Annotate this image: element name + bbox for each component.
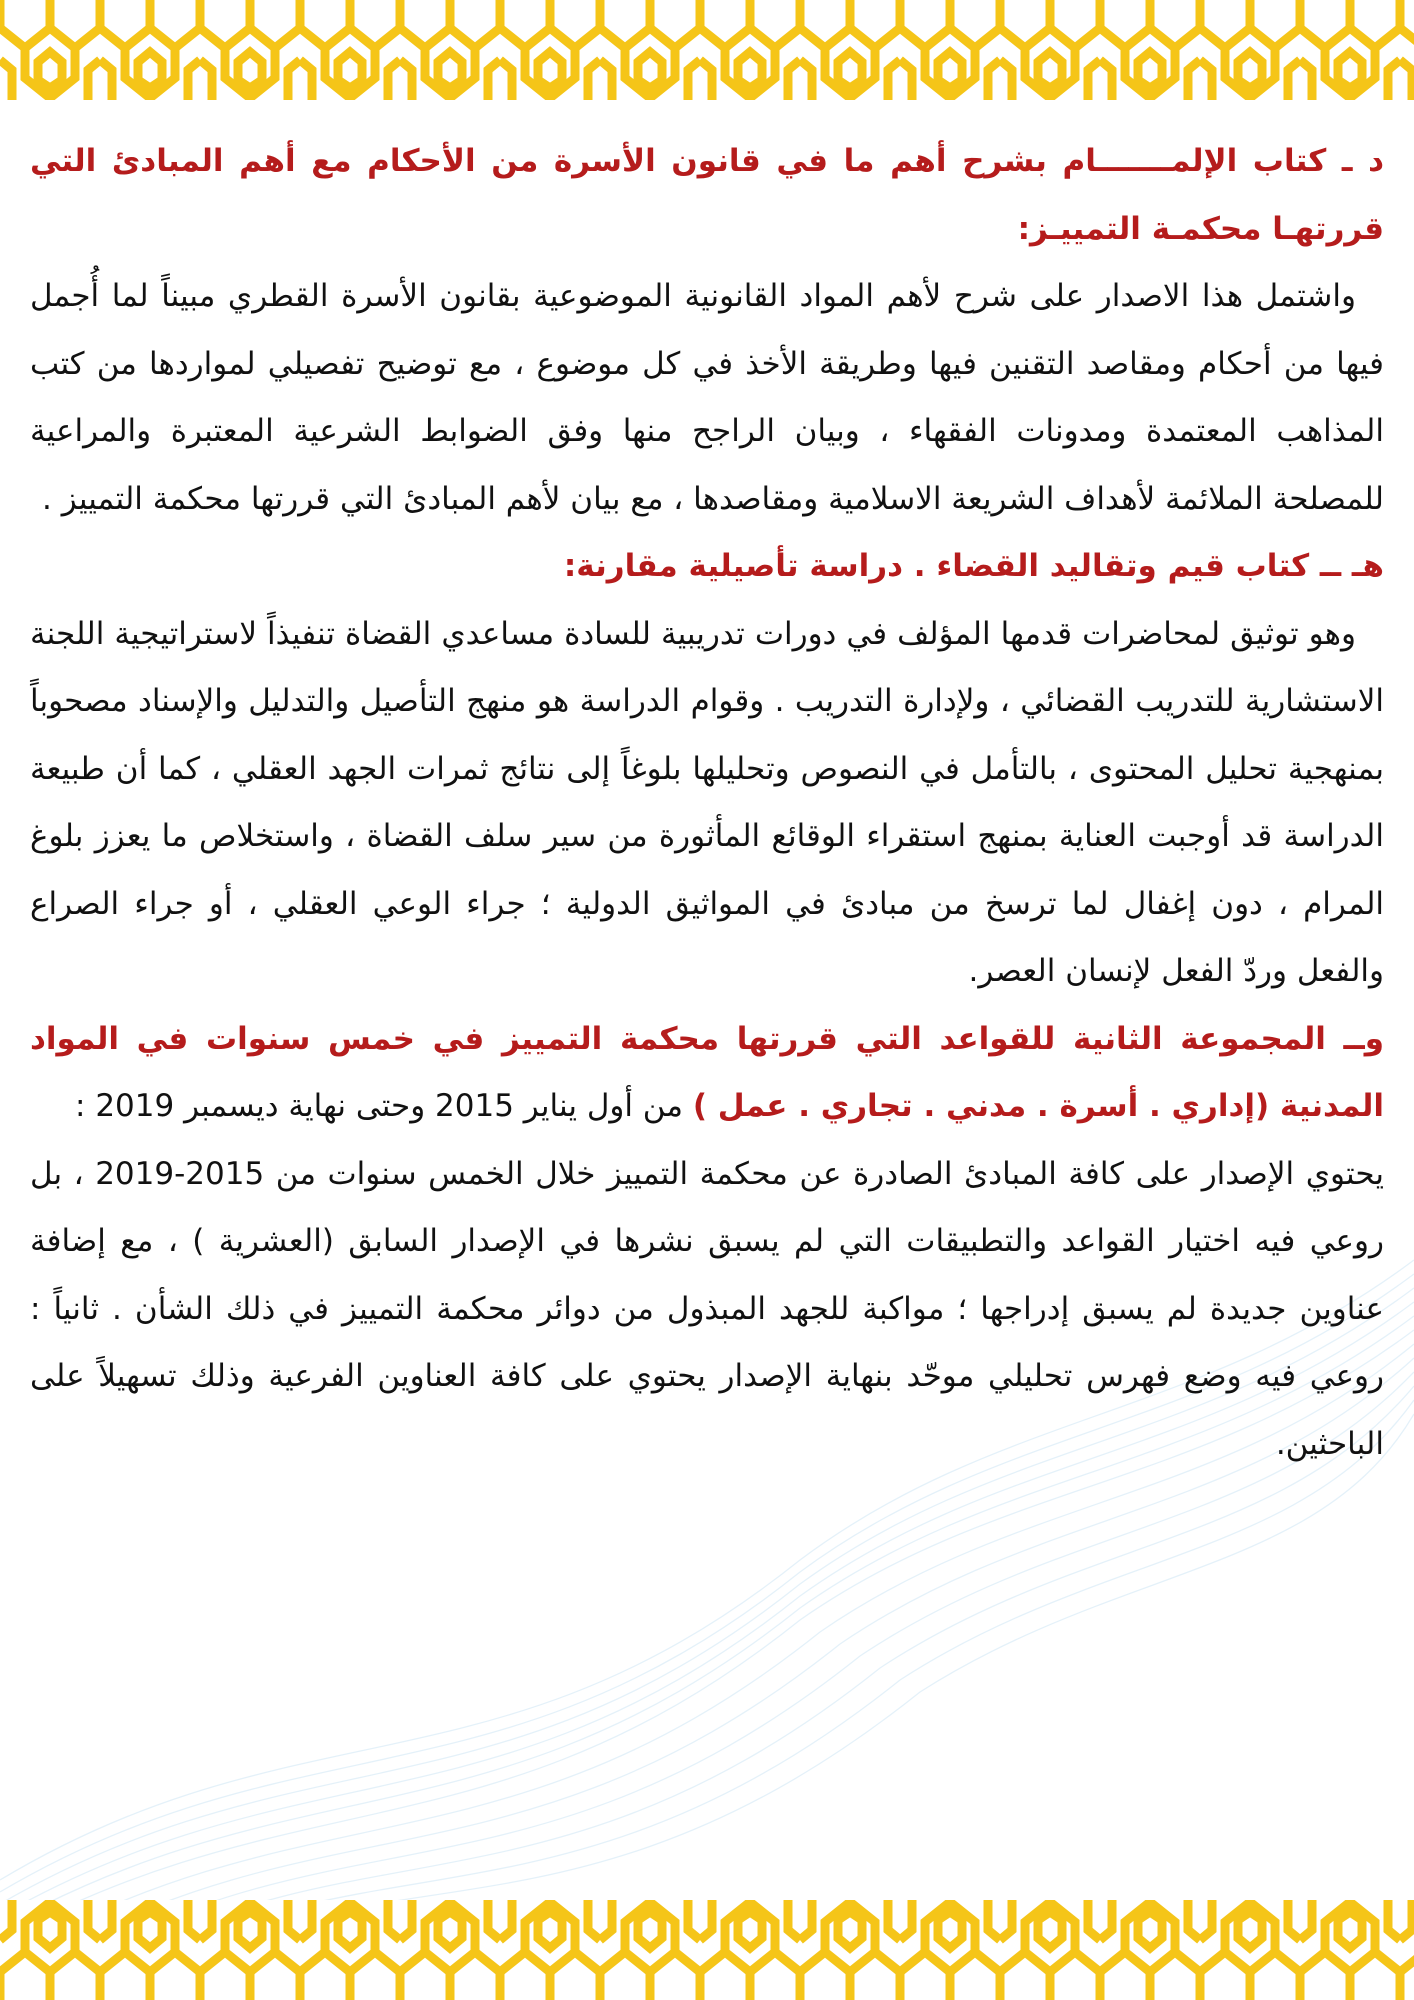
section-w-heading-title: وــ المجموعة الثانية للقواعد التي قررتها محكمة التمييز في خمس سنوات في المواد المدنية (إداري . أسرة . مدني . تجاري . عمل ) [30,1020,1384,1124]
section-w-heading [30,1006,1384,1141]
document-body [30,128,1384,1478]
section-w-heading-date-range: من أول يناير 2015 وحتى نهاية ديسمبر 2019 : [75,1088,693,1124]
top-ornamental-border [0,0,1414,100]
section-w-paragraph: يحتوي الإصدار على كافة المبادئ الصادرة عن محكمة التمييز خلال الخمس سنوات من 2015-2019 ، بل روعي فيه اختيار القواعد والتطبيقات التي لم يسبق نشرها في الإصدار السابق (العشرية ) ، مع إضافة عناوين جديدة لم يسبق إدراجها ؛ مواكبة للجهد المبذول من دوائر محكمة التمييز في ذلك الشأن . ثانياً : روعي فيه وضع فهرس تحليلي موحّد بنهاية الإصدار يحتوي على كافة العناوين الفرعية وذلك تسهيلاً على الباحثين. [30,1155,1384,1462]
section-d-heading: د ـ كتاب الإلمـــــــام بشرح أهم ما في قانون الأسرة من الأحكام مع أهم المبادئ التي قررتهـا محكمـة التمييـز: [30,143,1384,247]
section-h-paragraph: وهو توثيق لمحاضرات قدمها المؤلف في دورات تدريبية للسادة مساعدي القضاة تنفيذاً لاستراتيجية اللجنة الاستشارية للتدريب القضائي ، ولإدارة التدريب . وقوام الدراسة هو منهج التأصيل والتدليل والإسناد مصحوباً بمنهجية تحليل المحتوى ، بالتأمل في النصوص وتحليلها بلوغاً إلى نتائج ثمرات الجهد العقلي ، كما أن طبيعة الدراسة قد أوجبت العناية بمنهج استقراء الوقائع المأثورة من سير سلف القضاة ، واستخلاص ما يعزز بلوغ المرام ، دون إغفال لما ترسخ من مبادئ في المواثيق الدولية ؛ جراء الوعي العقلي ، أو جراء الصراع والفعل وردّ الفعل لإنسان العصر. [30,615,1384,989]
bottom-ornamental-border [0,1900,1414,2000]
section-d-paragraph: واشتمل هذا الاصدار على شرح لأهم المواد القانونية الموضوعية بقانون الأسرة القطري مبيناً لما أُجمل فيها من أحكام ومقاصد التقنين فيها وطريقة الأخذ في كل موضوع ، مع توضيح تفصيلي لمواردها من كتب المذاهب المعتمدة ومدونات الفقهاء ، وبيان الراجح منها وفق الضوابط الشرعية المعتبرة والمراعية للمصلحة الملائمة لأهداف الشريعة الاسلامية ومقاصدها ، مع بيان لأهم المبادئ التي قررتها محكمة التمييز . [30,278,1384,517]
section-h-heading: هـ ــ كتاب قيم وتقاليد القضاء . دراسة تأصيلية مقارنة: [563,548,1384,584]
